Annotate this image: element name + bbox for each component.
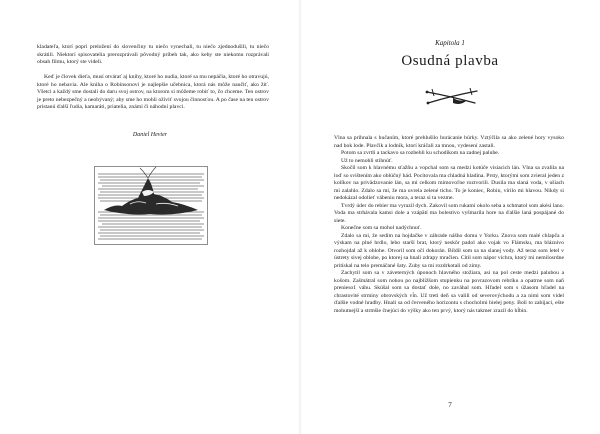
chapter-text [334, 135, 564, 315]
chapter-paragraph: Skočil som k hlavnému sťažňu a vopchal som sa medzi kotúče visiacich lán. Vlna sa zvalila na loď so svištením ako oblúčný hád. Pocítovala ma chladná hladina. Prsty, ktorými som zvieral jeden z kolíkov na privädzovanie lán, sa mi celkom mimovoľne roztvorili. Dusila ma slaná voda, v ušiach mi zalahlo. Zdalo sa mi, že ma uvrela zelené ticho. To je koniec, Robin, vírilo mi hlavou. Nikdy si nedokázal odolieť vábeniu mora, a teraz si ta vezme. [334, 165, 564, 201]
chapter-paragraph: Potom sa zvrtli a tackavo sa rozbehli ku schodíkom na zadnej palube. [341, 150, 500, 156]
chapter-paragraph: Už to nemohli stihnúť. [341, 157, 393, 164]
chapter-paragraph: Konečne som sa mohol nadýchnuť. [341, 225, 422, 231]
chapter-paragraph: Zachytil som sa v záveterných úponoch hlavného stožiara, asi na pol ceste medzi palubou a košom. Zašmátral som nohou po najbližšom stupienku na povrazovom rebríku a opatrne som naň prenieso1 váhu. Skúšal som sa dostať dole, no zaváhal som. Hľadel som s úžasom hľadel na chrastovité strminy obrovských vĺn. Už treti deň sa valili od severovýchodu a za nimi som videl ďalšie vodné hradby. Hnali sa od červeného horizontu s chocholmi bielej peny. Boli to zabijaci, ešte mohutnejší a strmšie čnejúci do výšky ako ten prvý, ktorý nás takmer zrazil do hĺbin. [334, 270, 564, 314]
chapter-paragraph: Vlna sa prihnala s hučaním, ktoré prehlušilo burácanie búrky. Vztýčila sa ako zelené hory vysoko nad bok lode. Plavčík a lodník, ktorí kráčali za mnou, vydesení zastali. [334, 135, 564, 149]
chapter-paragraph: Tvrdý úder do rebier ma vyrazil dych. Zakovil som rukami okolo seba a schmatol som akési lano. Voda ma strhávala kamsi dole a vzápätí ma bolestivo vyšmarila hore na ďalšie laná pospájané do siete. [334, 202, 564, 224]
chapter-title: Osudná plavba [401, 53, 499, 69]
chapter-label: Kapitola 1 [435, 39, 465, 47]
chapter-paragraph: Zdalo sa mi, že sedím na hojdačke v záhrade nášho domu v Yorku. Znova som malé chlapča a výskam na plné hrdlo, lebo starší brat, ktorý neskôr padol ako vojak vo Flámsku, ma bláznivo rozhojdal až k oblohe. Otvoril som oči dokorán. Bildil som sa na slanej vody. Až teraz som letel v ústrety sivej oblohe, po ktorej sa hnali zdrapy mračien. Cítil som nápor vichra, ktorý mi nemilosrdne pritískal na telo premáčané šaty. Zuby sa mi rozdrkotali od zimy. [334, 232, 564, 269]
author-signature: Daniel Hevier [132, 132, 168, 138]
island-illustration [94, 166, 208, 245]
page-number: 7 [448, 401, 452, 409]
second-paragraph [37, 74, 269, 112]
crossed-swords-icon [423, 86, 481, 108]
second-paragraph-text: Keď je človek dieťa, musí otvárať aj knihy, ktoré ho nudia, ktoré sa mu nepáčia, ktoré ho otravujú, ktoré ho nebavia. Ale kniha o Robinsonovi je najlepšie učebnica, ktorá nás môže naučiť, ako žiť. Všetci a každý sme dostali do daru svoj ostrov, na ktorom si môžeme robiť to, čo chceme. Ten ostrov je preto nebezpečný a neobývaný; aby sme ho mohli oživiť svojou činnosťou. A po čase na ten ostrov pristanú ďalší ľudia, kamaráti, priatelia, známi či náhodní plavci. [37, 74, 269, 111]
intro-paragraph: kladateľa, ktorí popri preložení do slovenčiny tu niečo vynechali, tu niečo zjednodušili, tu niečo skrátili. Niektorí spisovatelia prerozprávali pôvodný príbeh tak, ako keby ste niekomu rozprávali obsah filmu, ktorý ste videli. [37, 44, 269, 66]
